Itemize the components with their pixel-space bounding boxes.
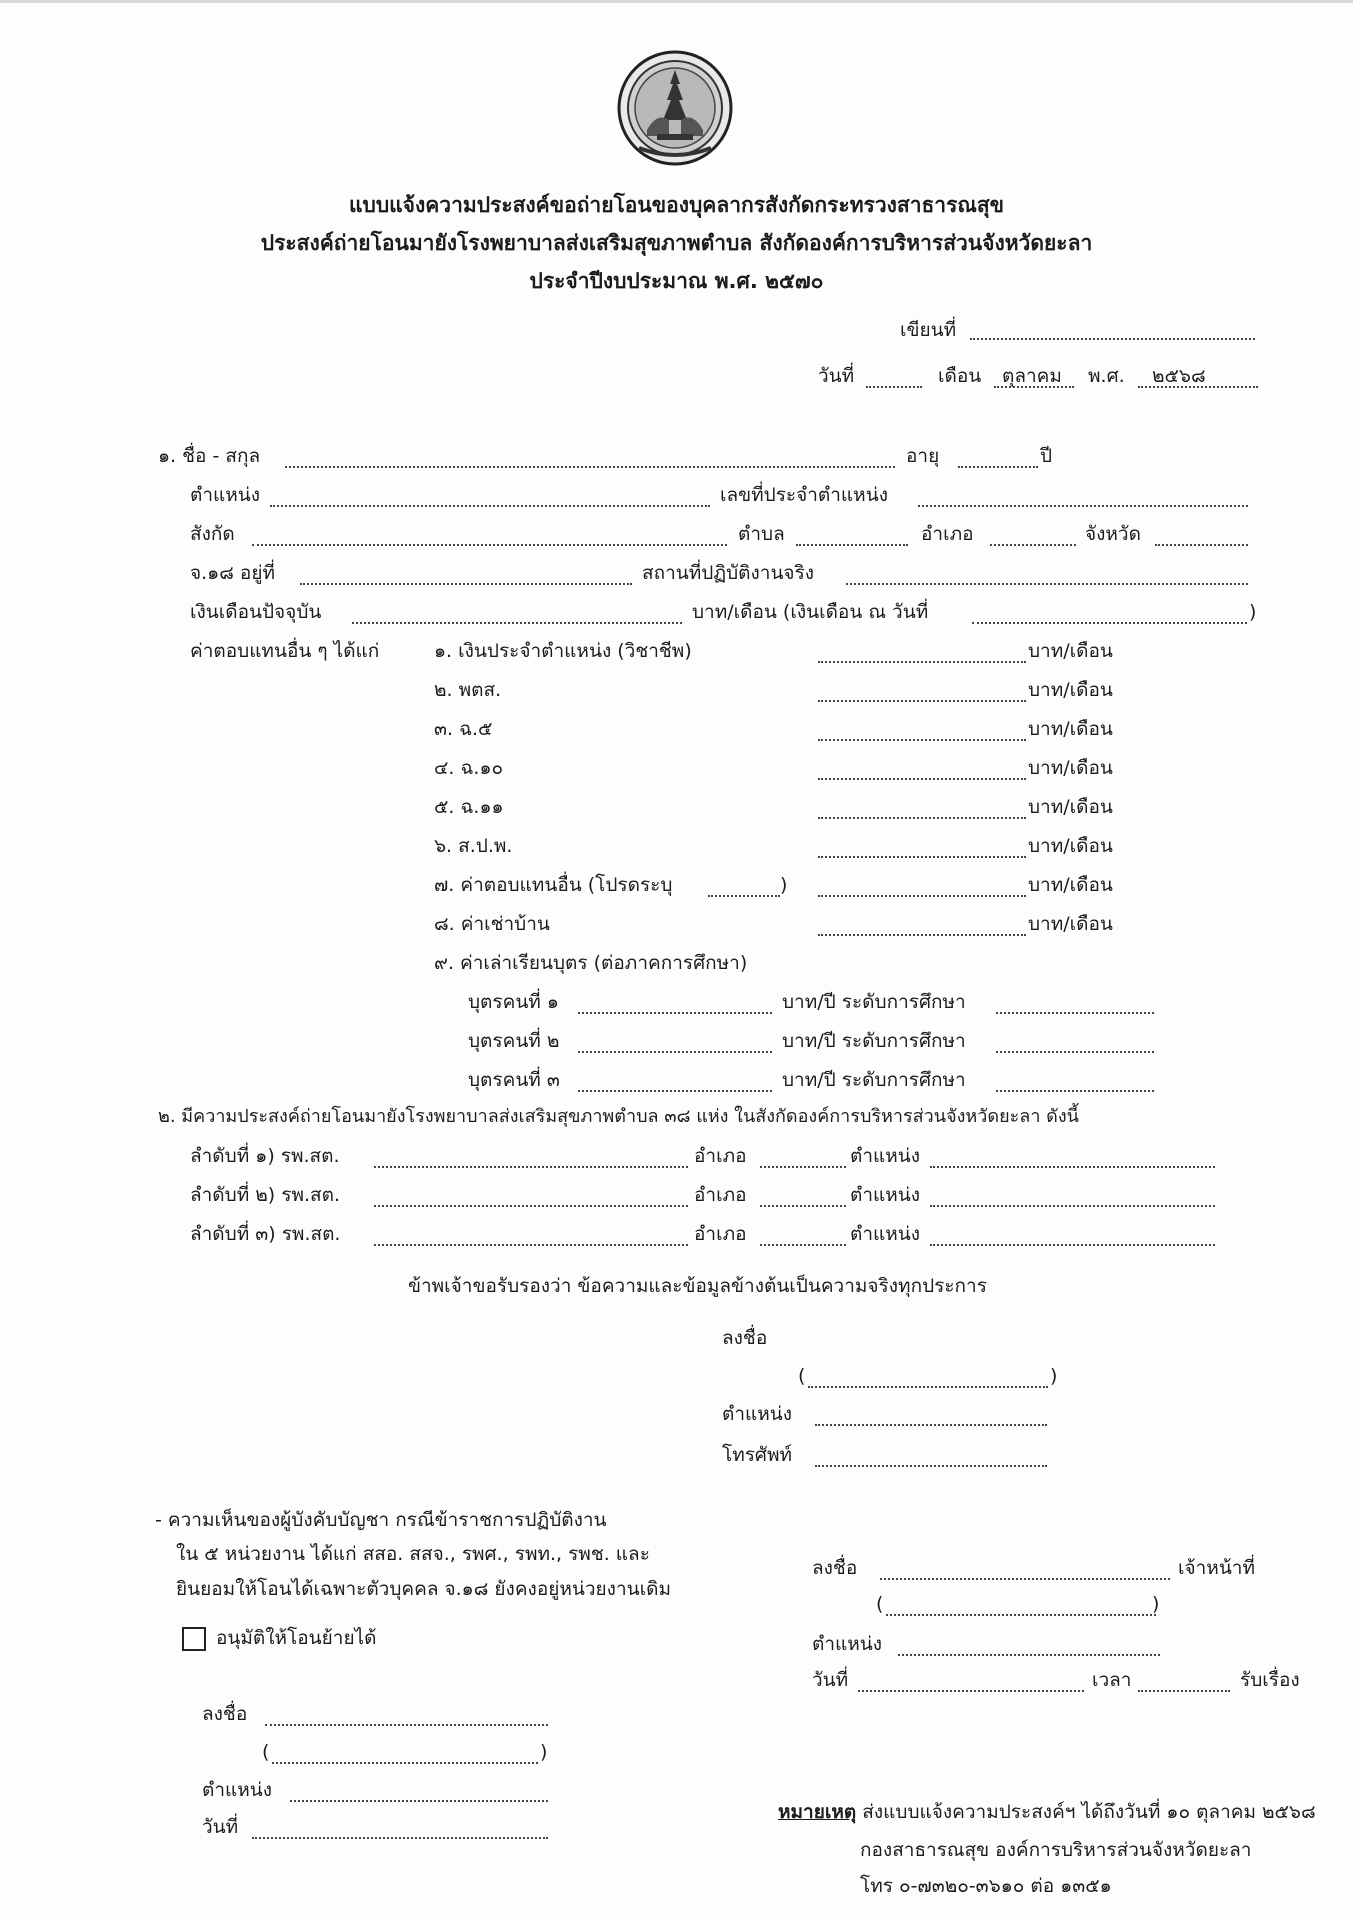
certify-text: ข้าพเจ้าขอรับรองว่า ข้อความและข้อมูลข้างต้นเป็นความจริงทุกประการ	[408, 1275, 987, 1297]
month-label: เดือน	[938, 365, 982, 387]
affiliation-label: สังกัด	[190, 523, 235, 545]
transfer-choice-district-label: อำเภอ	[694, 1223, 747, 1245]
transfer-choice-district-field[interactable]	[760, 1166, 846, 1168]
comp-item-unit: บาท/เดือน	[1028, 757, 1113, 779]
supervisor-date-field[interactable]	[252, 1837, 548, 1839]
name-label: ๑. ชื่อ - สกุล	[158, 445, 261, 467]
written-at-label: เขียนที่	[900, 319, 957, 341]
comp-item-unit: บาท/เดือน	[1028, 718, 1113, 740]
comp-item-label: ๒. พตส.	[434, 679, 502, 701]
supervisor-name-field[interactable]	[272, 1762, 538, 1764]
transfer-choice-position-label: ตำแหน่ง	[850, 1223, 921, 1245]
applicant-sign-label: ลงชื่อ	[722, 1327, 768, 1349]
child-unit: บาท/ปี ระดับการศึกษา	[782, 1030, 966, 1052]
officer-position-field[interactable]	[898, 1654, 1160, 1656]
comp-item-label: ๖. ส.ป.พ.	[434, 835, 513, 857]
j18-label: จ.๑๘ อยู่ที่	[190, 562, 275, 584]
form-title-line3: ประจำปีงบประมาณ พ.ศ. ๒๕๗๐	[529, 269, 824, 293]
date-label: วันที่	[818, 365, 855, 387]
supervisor-opinion-line3: ยินยอมให้โอนได้เฉพาะตัวบุคคล จ.๑๘ ยังคงอยู่หน่วยงานเดิม	[176, 1578, 671, 1600]
child-label: บุตรคนที่ ๓	[468, 1069, 560, 1091]
position-label: ตำแหน่ง	[190, 484, 261, 506]
tuition-label: ๙. ค่าเล่าเรียนบุตร (ต่อภาคการศึกษา)	[434, 952, 748, 974]
salary-label: เงินเดือนปัจจุบัน	[190, 601, 322, 623]
affiliation-field[interactable]	[252, 544, 727, 546]
transfer-choice-position-field[interactable]	[930, 1205, 1215, 1207]
transfer-choice-district-field[interactable]	[760, 1205, 846, 1207]
month-value[interactable]: ตุลาคม	[1002, 365, 1062, 387]
applicant-phone-field[interactable]	[815, 1465, 1047, 1467]
comp-item-label: ๔. ฉ.๑๐	[434, 757, 504, 779]
comp-other-specify-field[interactable]	[708, 895, 780, 897]
officer-close-paren: )	[1152, 1593, 1160, 1615]
child-amount-field[interactable]	[578, 1012, 772, 1014]
comp-item-field[interactable]	[818, 661, 1026, 663]
other-comp-label: ค่าตอบแทนอื่น ๆ ได้แก่	[190, 640, 380, 662]
comp-item-label: ๗. ค่าตอบแทนอื่น (โปรดระบุ	[434, 874, 673, 896]
applicant-position-label: ตำแหน่ง	[722, 1403, 793, 1425]
position-field[interactable]	[270, 505, 710, 507]
transfer-choice-district-field[interactable]	[760, 1244, 846, 1246]
note-line2: กองสาธารณสุข องค์การบริหารส่วนจังหวัดยะลา	[860, 1839, 1252, 1861]
comp-item-field[interactable]	[818, 700, 1026, 702]
applicant-name-field[interactable]	[808, 1386, 1048, 1388]
salary-close-paren: )	[1249, 601, 1257, 623]
comp-item-label: ๓. ฉ.๕	[434, 718, 493, 740]
province-label: จังหวัด	[1085, 523, 1141, 545]
comp-item-field[interactable]	[818, 778, 1026, 780]
note-line1-text: ส่งแบบแจ้งความประสงค์ฯ ได้ถึงวันที่ ๑๐ ตุลาคม ๒๕๖๘	[856, 1801, 1316, 1823]
comp-item-field[interactable]	[818, 856, 1026, 858]
transfer-choice-label: ลำดับที่ ๒) รพ.สต.	[190, 1184, 340, 1206]
officer-date-label: วันที่	[812, 1669, 849, 1691]
officer-sign-label: ลงชื่อ	[812, 1557, 858, 1579]
officer-signature-field[interactable]	[880, 1578, 1170, 1580]
salary-date-field[interactable]	[972, 622, 1247, 624]
section2-intro: ๒. มีความประสงค์ถ่ายโอนมายังโรงพยาบาลส่งเสริมสุขภาพตำบล ๓๘ แห่ง ในสังกัดองค์การบริหารส่วนจังหวัดยะลา ดังนี้	[158, 1106, 1079, 1127]
child-level-field[interactable]	[996, 1051, 1154, 1053]
supervisor-opinion-line1: - ความเห็นของผู้บังคับบัญชา กรณีข้าราชการปฏิบัติงาน	[155, 1509, 607, 1531]
supervisor-position-label: ตำแหน่ง	[202, 1779, 273, 1801]
comp-item-field[interactable]	[818, 934, 1026, 936]
comp-item-unit: บาท/เดือน	[1028, 796, 1113, 818]
officer-received-label: รับเรื่อง	[1240, 1669, 1300, 1691]
comp-item-field[interactable]	[818, 817, 1026, 819]
district-label: อำเภอ	[921, 523, 974, 545]
comp-item-label: ๘. ค่าเช่าบ้าน	[434, 913, 550, 935]
child-amount-field[interactable]	[578, 1051, 772, 1053]
yala-pao-seal-logo	[617, 50, 733, 166]
transfer-choice-hospital-field[interactable]	[374, 1244, 688, 1246]
officer-time-label: เวลา	[1092, 1669, 1132, 1691]
officer-name-field[interactable]	[886, 1614, 1156, 1616]
approve-transfer-checkbox[interactable]	[182, 1627, 206, 1651]
transfer-choice-position-field[interactable]	[930, 1166, 1215, 1168]
supervisor-opinion-line2: ใน ๕ หน่วยงาน ได้แก่ สสอ. สสจ., รพศ., รพท., รพช. และ	[176, 1543, 650, 1565]
age-unit: ปี	[1040, 445, 1053, 467]
transfer-choice-position-field[interactable]	[930, 1244, 1215, 1246]
child-level-field[interactable]	[996, 1012, 1154, 1014]
supervisor-signature-field[interactable]	[265, 1724, 548, 1726]
officer-role-label: เจ้าหน้าที่	[1178, 1557, 1256, 1579]
comp-item-unit: บาท/เดือน	[1028, 835, 1113, 857]
approve-transfer-label: อนุมัติให้โอนย้ายได้	[216, 1627, 377, 1649]
day-field[interactable]	[866, 386, 922, 388]
child-label: บุตรคนที่ ๒	[468, 1030, 560, 1052]
year-label: พ.ศ.	[1088, 365, 1125, 387]
officer-date-field[interactable]	[858, 1690, 1084, 1692]
comp-item-unit: บาท/เดือน	[1028, 640, 1113, 662]
position-no-field[interactable]	[918, 505, 1248, 507]
salary-field[interactable]	[352, 622, 682, 624]
child-amount-field[interactable]	[578, 1090, 772, 1092]
transfer-choice-district-label: อำเภอ	[694, 1184, 747, 1206]
comp-item-unit: บาท/เดือน	[1028, 679, 1113, 701]
year-value[interactable]: ๒๕๖๘	[1152, 365, 1206, 387]
transfer-choice-district-label: อำเภอ	[694, 1145, 747, 1167]
officer-position-label: ตำแหน่ง	[812, 1633, 883, 1655]
child-unit: บาท/ปี ระดับการศึกษา	[782, 991, 966, 1013]
workplace-field[interactable]	[846, 583, 1248, 585]
applicant-phone-label: โทรศัพท์	[722, 1444, 793, 1466]
comp-item-field[interactable]	[818, 895, 1026, 897]
transfer-choice-position-label: ตำแหน่ง	[850, 1184, 921, 1206]
comp-item-label: ๑. เงินประจำตำแหน่ง (วิชาชีพ)	[434, 640, 692, 662]
note-line3: โทร ๐-๗๓๒๐-๓๖๑๐ ต่อ ๑๓๕๑	[860, 1875, 1112, 1897]
transfer-choice-hospital-field[interactable]	[374, 1205, 688, 1207]
officer-time-field[interactable]	[1138, 1690, 1230, 1692]
name-field[interactable]	[285, 466, 895, 468]
child-level-field[interactable]	[996, 1090, 1154, 1092]
comp-item-label: ๕. ฉ.๑๑	[434, 796, 504, 818]
comp-item-field[interactable]	[818, 739, 1026, 741]
workplace-label: สถานที่ปฏิบัติงานจริง	[642, 562, 815, 584]
scan-edge	[0, 0, 1353, 3]
comp-other-close-paren: )	[780, 874, 788, 896]
province-field[interactable]	[1155, 544, 1248, 546]
age-field[interactable]	[958, 466, 1038, 468]
year-field-line	[1138, 386, 1258, 388]
transfer-choice-position-label: ตำแหน่ง	[850, 1145, 921, 1167]
transfer-choice-label: ลำดับที่ ๑) รพ.สต.	[190, 1145, 340, 1167]
officer-open-paren: (	[876, 1593, 884, 1615]
supervisor-close-paren: )	[540, 1741, 548, 1763]
transfer-choice-hospital-field[interactable]	[374, 1166, 688, 1168]
written-at-field[interactable]	[970, 338, 1255, 340]
transfer-choice-label: ลำดับที่ ๓) รพ.สต.	[190, 1223, 341, 1245]
note-line1	[778, 1800, 1316, 1824]
month-field-line	[994, 386, 1074, 388]
j18-field[interactable]	[300, 583, 632, 585]
supervisor-position-field[interactable]	[290, 1800, 548, 1802]
salary-unit: บาท/เดือน (เงินเดือน ณ วันที่	[692, 601, 929, 623]
subdistrict-label: ตำบล	[738, 523, 785, 545]
child-unit: บาท/ปี ระดับการศึกษา	[782, 1069, 966, 1091]
applicant-position-field[interactable]	[815, 1424, 1047, 1426]
note-label: หมายเหตุ	[778, 1801, 857, 1823]
supervisor-open-paren: (	[262, 1741, 270, 1763]
comp-item-unit: บาท/เดือน	[1028, 874, 1113, 896]
applicant-open-paren: (	[798, 1365, 806, 1387]
subdistrict-field[interactable]	[796, 544, 908, 546]
form-title-line2: ประสงค์ถ่ายโอนมายังโรงพยาบาลส่งเสริมสุขภาพตำบล สังกัดองค์การบริหารส่วนจังหวัดยะลา	[260, 231, 1093, 255]
supervisor-date-label: วันที่	[202, 1816, 239, 1838]
position-no-label: เลขที่ประจำตำแหน่ง	[720, 484, 888, 506]
comp-item-unit: บาท/เดือน	[1028, 913, 1113, 935]
applicant-close-paren: )	[1050, 1365, 1058, 1387]
age-label: อายุ	[906, 445, 940, 467]
supervisor-sign-label: ลงชื่อ	[202, 1703, 248, 1725]
form-title-line1: แบบแจ้งความประสงค์ขอถ่ายโอนของบุคลากรสังกัดกระทรวงสาธารณสุข	[348, 193, 1005, 217]
district-field[interactable]	[990, 544, 1076, 546]
child-label: บุตรคนที่ ๑	[468, 991, 559, 1013]
